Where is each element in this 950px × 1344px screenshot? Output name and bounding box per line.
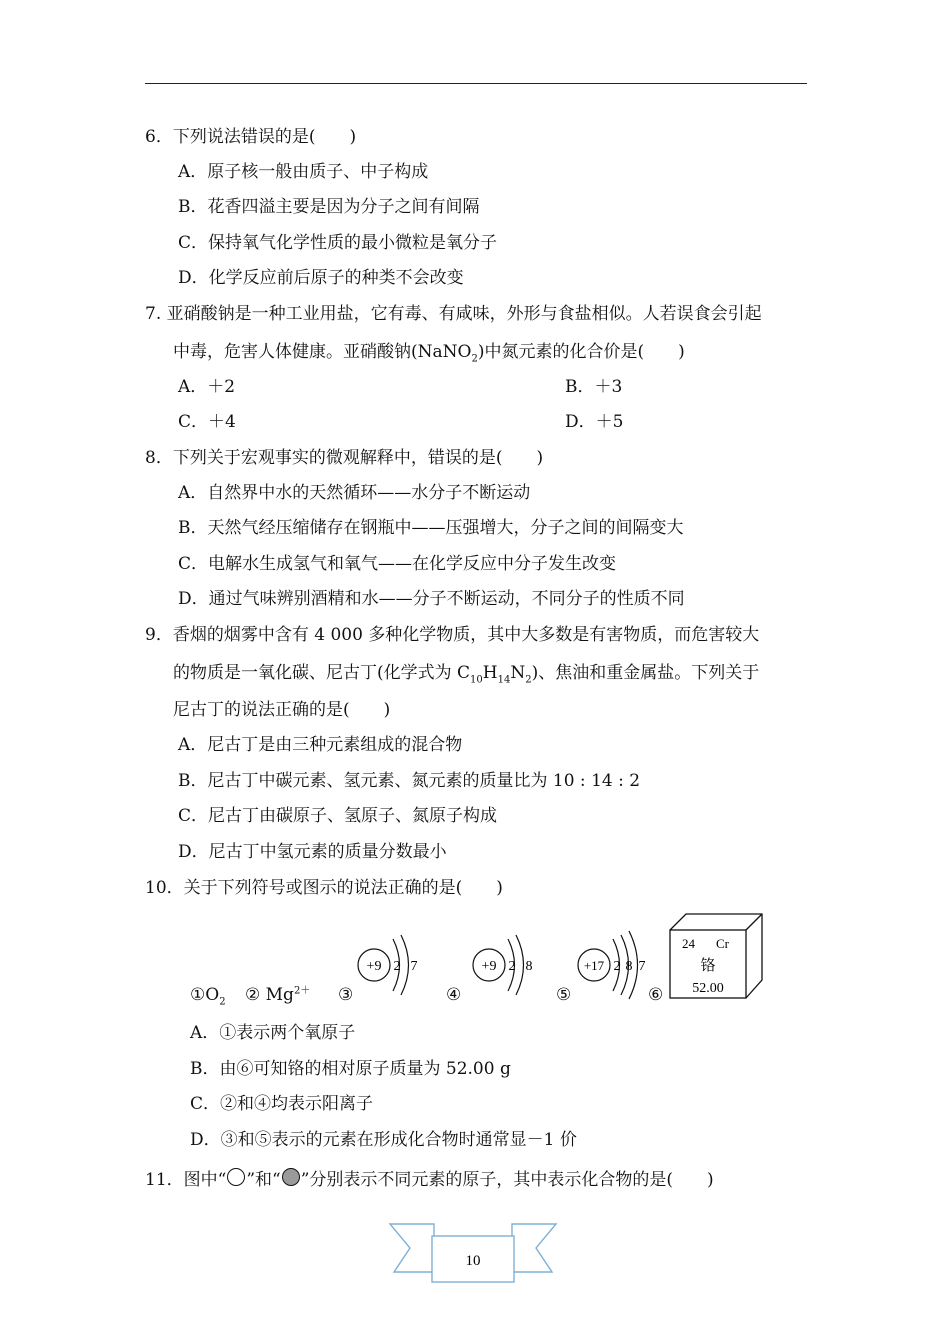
atom4-nucleus: +9	[481, 959, 497, 974]
white-atom-icon	[227, 1168, 245, 1186]
atom3-shell-1: 2	[393, 959, 401, 974]
q6-option-d: D．化学反应前后原子的种类不会改变	[178, 268, 464, 288]
q9-option-b: B．尼古丁中碳元素、氢元素、氮元素的质量比为 10 : 14 : 2	[178, 771, 641, 791]
atom5-shell-2: 8	[625, 959, 633, 974]
q9-option-c: C．尼古丁由碳原子、氢原子、氮原子构成	[178, 806, 498, 826]
q10-item-1: $①O_2$	[190, 985, 226, 1008]
q8-option-d: D．通过气味辨别酒精和水——分子不断运动，不同分子的性质不同	[178, 589, 685, 609]
q10-item-5-label: ⑤	[556, 985, 572, 1005]
q9-option-d: D．尼古丁中氢元素的质量分数最小	[178, 842, 447, 862]
element-symbol: Cr	[716, 936, 729, 951]
q11-stem: 11．图中“ ”和“ ”分别表示不同元素的原子，其中表示化合物的是( )	[145, 1170, 714, 1190]
element-mass: 52.00	[692, 981, 724, 996]
atom3-shell-2: 7	[410, 959, 418, 974]
page-number-ribbon	[388, 1222, 558, 1290]
q10-item-4-label: ④	[446, 985, 462, 1005]
atom5-shell-1: 2	[613, 959, 621, 974]
q9-stem-line2: 的物质是一氧化碳、尼古丁(化学式为 $C_{10}H_{14}N_2$)、焦油和重金属盐。下列关于	[173, 663, 760, 686]
header-rule	[145, 83, 807, 84]
q10-item-2: ② $Mg^{2+}$	[245, 985, 311, 1005]
q9-stem-line3: 尼古丁的说法正确的是( )	[173, 700, 391, 720]
q10-item-6-label: ⑥	[648, 985, 664, 1005]
q7-option-d: D．＋5	[565, 412, 624, 432]
atom5-nucleus: +17	[583, 958, 605, 973]
q7-option-a: A．＋2	[178, 377, 236, 397]
q6-option-b: B．花香四溢主要是因为分子之间有间隔	[178, 197, 480, 217]
q10-option-b: B．由⑥可知铬的相对原子质量为 52.00 g	[190, 1059, 511, 1079]
q7-stem-line2: 中毒，危害人体健康。亚硝酸钠(NaNO$_2$)中氮元素的化合价是( )	[173, 342, 685, 365]
q10-stem: 10．关于下列符号或图示的说法正确的是( )	[145, 878, 503, 898]
atom-structure-4	[471, 925, 541, 999]
q6-option-c: C．保持氧气化学性质的最小微粒是氧分子	[178, 233, 498, 253]
page-number: 10	[465, 1253, 481, 1269]
q7-option-c: C．＋4	[178, 412, 236, 432]
atom3-nucleus: +9	[366, 959, 382, 974]
q6-option-a: A．原子核一般由质子、中子构成	[178, 162, 429, 182]
atom5-shell-3: 7	[638, 959, 646, 974]
q9-stem-line1: 9．香烟的烟雾中含有 4 000 多种化学物质，其中大多数是有害物质，而危害较大	[145, 625, 760, 645]
q7-option-b: B．＋3	[565, 377, 623, 397]
atom4-shell-2: 8	[525, 959, 533, 974]
q6-stem: 6．下列说法错误的是( )	[145, 127, 357, 147]
atom4-shell-1: 2	[508, 959, 516, 974]
q10-option-d: D．③和⑤表示的元素在形成化合物时通常显－1 价	[190, 1130, 577, 1150]
q8-option-c: C．电解水生成氢气和氧气——在化学反应中分子发生改变	[178, 554, 617, 574]
q8-option-a: A．自然界中水的天然循环——水分子不断运动	[178, 483, 531, 503]
element-number: 24	[682, 936, 695, 951]
q10-item-3-label: ③	[338, 985, 354, 1005]
periodic-table-cell-chromium	[668, 912, 764, 1006]
element-name: 铬	[700, 956, 716, 974]
q9-option-a: A．尼古丁是由三种元素组成的混合物	[178, 735, 463, 755]
gray-atom-icon	[282, 1168, 300, 1186]
q7-stem-line1: 7. 亚硝酸钠是一种工业用盐，它有毒、有咸味，外形与食盐相似。人若误食会引起	[145, 304, 762, 324]
atom-structure-5	[576, 925, 656, 999]
q8-stem: 8．下列关于宏观事实的微观解释中，错误的是( )	[145, 448, 544, 468]
q10-option-a: A．①表示两个氧原子	[190, 1023, 356, 1043]
q8-option-b: B．天然气经压缩储存在钢瓶中——压强增大，分子之间的间隔变大	[178, 518, 684, 538]
atom-structure-3	[356, 925, 426, 999]
q10-option-c: C．②和④均表示阳离子	[190, 1094, 374, 1114]
